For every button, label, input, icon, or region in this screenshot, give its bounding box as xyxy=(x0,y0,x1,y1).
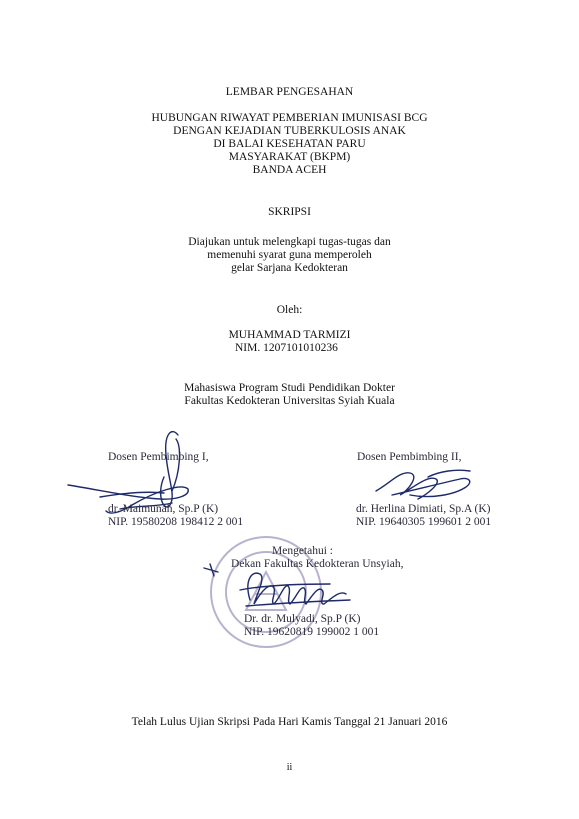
title-line-4: MASYARAKAT (BKPM) xyxy=(228,151,351,163)
title-line-2: DENGAN KEJADIAN TUBERKULOSIS ANAK xyxy=(173,125,406,137)
purpose-line-2: memenuhi syarat guna memperoleh xyxy=(207,249,372,261)
exam-statement: Telah Lulus Ujian Skripsi Pada Hari Kamis Tanggal 21 Januari 2016 xyxy=(131,716,448,728)
supervisor2-signature xyxy=(370,465,480,505)
document-type: SKRIPSI xyxy=(268,206,311,218)
dean-signature xyxy=(200,560,370,620)
purpose-line-1: Diajukan untuk melengkapi tugas-tugas dan xyxy=(188,236,391,248)
dean-role: Dekan Fakultas Kedokteran Unsyiah, xyxy=(231,558,404,570)
supervisor1-nip: NIP. 19580208 198412 2 001 xyxy=(108,516,244,528)
affiliation-line-1: Mahasiswa Program Studi Pendidikan Dokter xyxy=(184,382,395,394)
author-name: MUHAMMAD TARMIZI xyxy=(228,329,351,341)
supervisor2-name: dr. Herlina Dimiati, Sp.A (K) xyxy=(356,503,491,515)
supervisor1-name: dr. Maimunah, Sp.P (K) xyxy=(108,503,219,515)
title-line-5: BANDA ACEH xyxy=(252,164,327,176)
supervisor2-nip: NIP. 19640305 199601 2 001 xyxy=(356,516,492,528)
affiliation-line-2: Fakultas Kedokteran Universitas Syiah Kuala xyxy=(184,395,395,407)
dean-name: Dr. dr. Mulyadi, Sp.P (K) xyxy=(244,613,361,625)
supervisor1-role: Dosen Pembimbing I, xyxy=(108,451,209,463)
supervisor2-role: Dosen Pembimbing II, xyxy=(357,451,462,463)
title-line-3: DI BALAI KESEHATAN PARU xyxy=(213,138,366,150)
title-line-1: HUBUNGAN RIWAYAT PEMBERIAN IMUNISASI BCG xyxy=(151,112,428,124)
by-label: Oleh: xyxy=(276,304,303,316)
purpose-line-3: gelar Sarjana Kedokteran xyxy=(231,262,348,274)
page-heading: LEMBAR PENGESAHAN xyxy=(225,86,354,98)
page-number: ii xyxy=(286,762,293,773)
dean-nip: NIP. 19620819 199002 1 001 xyxy=(244,626,380,638)
author-nim: NIM. 1207101010236 xyxy=(235,342,338,354)
dean-known: Mengetahui : xyxy=(272,545,333,557)
